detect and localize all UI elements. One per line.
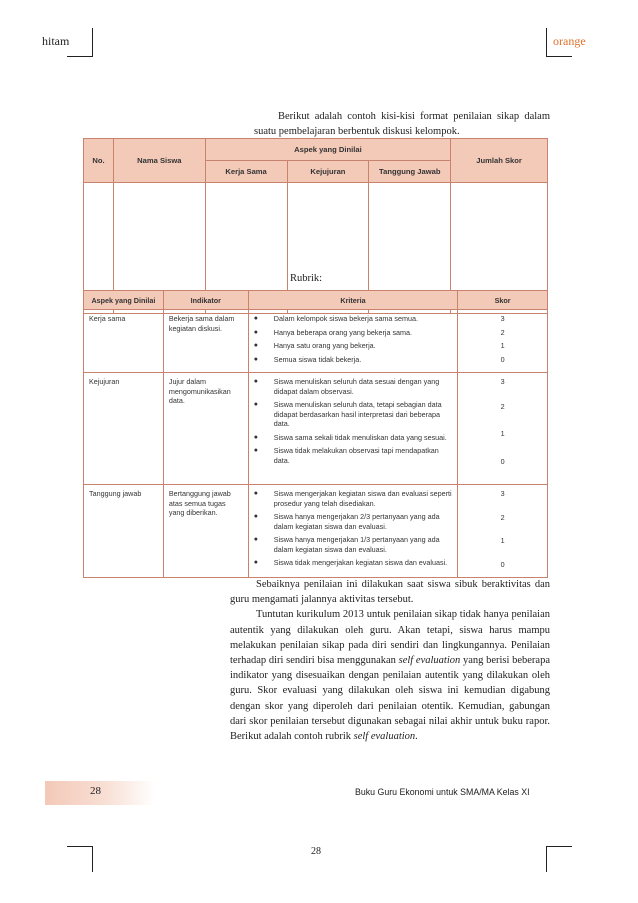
- rubrik-row: [84, 373, 548, 485]
- skor-item: 0: [500, 456, 505, 466]
- subheader-tanggung-jawab: Tanggung Jawab: [369, 161, 451, 183]
- rubrik-header-aspek: Aspek yang Dinilai: [84, 291, 164, 310]
- skor-item: 3: [500, 314, 505, 323]
- paragraph-2-part-1: Tuntutan kurikulum 2013 untuk penilaian sikap tidak hanya penilaian autentik yang dilakukan oleh guru. Akan tetapi, siswa harus mampu melakukan penilaian sikap pada diri sendiri dan lingkungannya. Penilaian terhadap diri sendiri bisa menggunakan: [230, 609, 550, 667]
- kriteria-item: ● Siswa hanya mengerjakan 2/3 pertanyaan yang ada dalam kegiatan siswa dan evaluasi.: [254, 512, 452, 531]
- kriteria-item: ● Hanya beberapa orang yang bekerja sama.: [254, 328, 452, 338]
- emphasis-self-evaluation: self evaluation: [398, 655, 461, 667]
- assessment-grid-table: [83, 138, 548, 314]
- skor-item: 1: [500, 536, 505, 545]
- col-header-jumlah-skor: Jumlah Skor: [451, 139, 548, 183]
- kriteria-item: ● Siswa sama sekali tidak menuliskan data yang sesuai.: [254, 433, 452, 443]
- rubrik-row: [84, 485, 548, 578]
- crop-mark-bottom-right-h: [546, 846, 572, 847]
- skor-item: 3: [500, 377, 505, 386]
- bottom-page-number: 28: [311, 846, 321, 857]
- rubrik-header-kriteria: Kriteria: [248, 291, 457, 310]
- rubrik-row: [84, 310, 548, 373]
- crop-mark-bottom-right-v: [546, 846, 547, 872]
- skor-item: 1: [500, 341, 505, 350]
- skor-item: 2: [500, 512, 505, 522]
- col-header-aspek: Aspek yang Dinilai: [205, 139, 450, 161]
- kriteria-item: ● Siswa menuliskan seluruh data, tetapi sebagian data didapat berdasarkan hasil interpretasi dari beberapa data.: [254, 400, 452, 429]
- rubrik-header-indikator: Indikator: [163, 291, 248, 310]
- rubrik-skor: [458, 485, 548, 578]
- header-left-label: hitam: [42, 34, 70, 48]
- kriteria-item: ● Siswa tidak mengerjakan kegiatan siswa dan evaluasi.: [254, 558, 452, 568]
- kriteria-item: ● Hanya satu orang yang bekerja.: [254, 341, 452, 351]
- rubrik-skor: [458, 310, 548, 373]
- subheader-kerja-sama: Kerja Sama: [205, 161, 287, 183]
- crop-mark-bottom-left-v: [92, 846, 93, 872]
- kriteria-item: ● Semua siswa tidak bekerja.: [254, 355, 452, 365]
- skor-item: 3: [500, 489, 505, 498]
- crop-mark-top-left-h: [67, 56, 93, 57]
- rubrik-aspek: Kerja sama: [84, 310, 164, 373]
- footer-book-title: Buku Guru Ekonomi untuk SMA/MA Kelas XI: [355, 787, 530, 797]
- paragraph-2: [230, 607, 550, 744]
- subheader-kejujuran: Kejujuran: [287, 161, 369, 183]
- footer-page-number: 28: [90, 785, 101, 797]
- col-header-no: No.: [84, 139, 114, 183]
- rubrik-title: Rubrik:: [290, 273, 323, 284]
- kriteria-item: ● Siswa tidak melakukan observasi tapi mendapatkan data.: [254, 446, 452, 465]
- rubrik-kriteria: [248, 310, 457, 373]
- col-header-nama-siswa: Nama Siswa: [113, 139, 205, 183]
- crop-mark-top-left-v: [92, 28, 93, 56]
- crop-mark-bottom-left-h: [67, 846, 93, 847]
- kriteria-item: ● Siswa mengerjakan kegiatan siswa dan evaluasi seperti prosedur yang telah disediakan.: [254, 489, 452, 508]
- rubrik-skor: [458, 373, 548, 485]
- paragraph-2-end: .: [415, 731, 418, 743]
- kriteria-item: ● Siswa menuliskan seluruh data sesuai dengan yang didapat dalam observasi.: [254, 377, 452, 396]
- body-text: [230, 577, 550, 744]
- crop-mark-top-right-v: [546, 28, 547, 56]
- paragraph-2-part-2: yang berisi beberapa indikator yang disesuaikan dengan penilaian autentik yang dilakukan oleh guru. Skor evaluasi yang dilakukan oleh siswa ini kemudian digabung dengan skor yang diperoleh dari penilaian otentik. Kemudian, gabungan dari skor penilaian tersebut digunakan sebagai nilai akhir untuk buku rapor. Berikut adalah contoh rubrik: [230, 655, 550, 743]
- rubrik-kriteria: [248, 373, 457, 485]
- crop-mark-top-right-h: [546, 56, 572, 57]
- paragraph-1: Sebaiknya penilaian ini dilakukan saat siswa sibuk beraktivitas dan guru mengamati jalannya aktivitas tersebut.: [230, 579, 550, 606]
- rubrik-aspek: Kejujuran: [84, 373, 164, 485]
- rubrik-table: [83, 290, 548, 578]
- rubrik-aspek: Tanggung jawab: [84, 485, 164, 578]
- rubrik-kriteria: [248, 485, 457, 578]
- kriteria-item: ● Siswa hanya mengerjakan 1/3 pertanyaan yang ada dalam kegiatan siswa dan evaluasi.: [254, 535, 452, 554]
- rubrik-header-skor: Skor: [458, 291, 548, 310]
- skor-item: 2: [500, 327, 505, 337]
- rubrik-indikator: Jujur dalam mengomunikasikan data.: [163, 373, 248, 485]
- rubrik-indikator: Bertanggung jawab atas semua tugas yang diberikan.: [163, 485, 248, 578]
- intro-text: Berikut adalah contoh kisi-kisi format penilaian sikap dalam suatu pembelajaran berbentuk diskusi kelompok.: [254, 111, 550, 137]
- skor-item: 1: [500, 429, 505, 438]
- intro-paragraph: [254, 109, 550, 139]
- skor-item: 0: [500, 559, 505, 569]
- header-right-label: orange: [553, 34, 586, 48]
- skor-item: 0: [500, 354, 505, 364]
- rubrik-indikator: Bekerja sama dalam kegiatan diskusi.: [163, 310, 248, 373]
- skor-item: 2: [500, 401, 505, 411]
- emphasis-self-evaluation-2: self evaluation: [353, 731, 416, 743]
- kriteria-item: ● Dalam kelompok siswa bekerja sama semua.: [254, 314, 452, 324]
